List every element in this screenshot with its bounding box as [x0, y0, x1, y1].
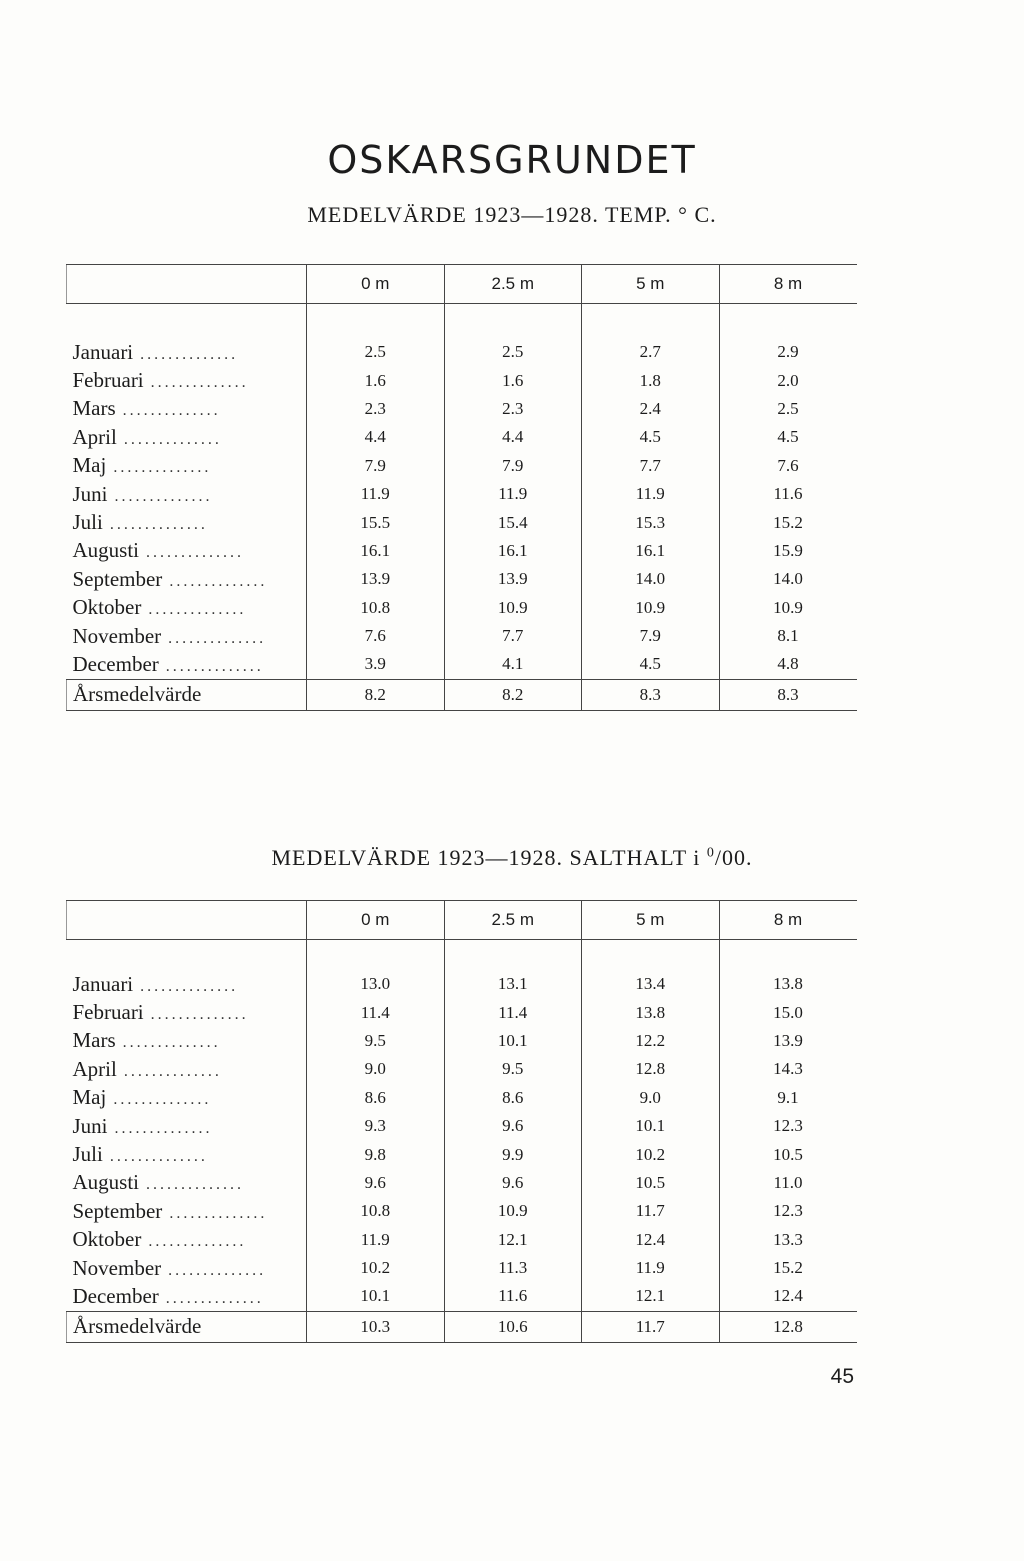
value-cell: 2.7 — [582, 338, 720, 366]
row-label — [67, 1055, 307, 1083]
row-label-text: Juli — [72, 510, 103, 535]
column-header-8m: 8 m — [719, 265, 857, 304]
value-cell: 10.9 — [444, 1197, 582, 1225]
value-cell: 9.0 — [307, 1055, 445, 1083]
salinity-table — [66, 900, 857, 1343]
value-cell: 2.5 — [307, 338, 445, 366]
row-label — [67, 1226, 307, 1254]
value-cell: 13.9 — [307, 565, 445, 593]
value-cell: 7.6 — [719, 452, 857, 480]
value-cell: 4.4 — [444, 423, 582, 451]
value-cell: 11.0 — [719, 1169, 857, 1197]
value-cell: 16.1 — [582, 537, 720, 565]
table-row — [67, 1197, 857, 1225]
value-cell: 10.2 — [582, 1140, 720, 1168]
temperature-table — [66, 264, 857, 711]
value-cell: 9.1 — [719, 1084, 857, 1112]
row-label-text: Juli — [72, 1142, 103, 1167]
row-label-text: Februari — [72, 368, 144, 393]
salinity-unit-rest: /00. — [714, 845, 753, 870]
row-label — [67, 622, 307, 650]
row-label-text: Årsmedelvärde — [73, 1314, 202, 1339]
value-cell: 11.9 — [444, 480, 582, 508]
leader-dots: .............. — [141, 601, 247, 619]
table-spacer-row — [67, 304, 857, 339]
value-cell: 4.5 — [582, 650, 720, 679]
table-row — [67, 970, 857, 998]
table-row — [67, 395, 857, 423]
row-label — [67, 1169, 307, 1197]
row-label — [67, 508, 307, 536]
leader-dots: .............. — [106, 459, 212, 477]
row-label — [67, 395, 307, 423]
row-label — [67, 970, 307, 998]
value-cell: 15.3 — [582, 508, 720, 536]
row-label — [67, 423, 307, 451]
value-cell: 2.4 — [582, 395, 720, 423]
row-label — [67, 650, 307, 679]
value-cell: 8.3 — [719, 679, 857, 710]
value-cell: 4.4 — [307, 423, 445, 451]
row-label — [67, 480, 307, 508]
row-label — [67, 1140, 307, 1168]
annual-mean-row — [67, 679, 857, 710]
row-label-text: December — [72, 651, 159, 676]
value-cell: 10.1 — [444, 1027, 582, 1055]
value-cell: 8.3 — [582, 679, 720, 710]
table-row — [67, 537, 857, 565]
row-label — [67, 679, 307, 710]
value-cell: 15.9 — [719, 537, 857, 565]
row-label-text: Mars — [72, 1028, 116, 1053]
spacer-cell — [444, 304, 582, 339]
leader-dots: .............. — [161, 629, 267, 647]
table-row — [67, 366, 857, 394]
salinity-table-caption — [0, 845, 1024, 871]
table-row — [67, 452, 857, 480]
leader-dots: .............. — [102, 1148, 208, 1166]
value-cell: 11.6 — [719, 480, 857, 508]
salinity-table-body — [67, 940, 857, 1343]
spacer-cell — [719, 940, 857, 971]
value-cell: 10.5 — [719, 1140, 857, 1168]
column-header-5m: 5 m — [582, 265, 720, 304]
table-row — [67, 998, 857, 1026]
row-label-text: Maj — [72, 453, 107, 478]
value-cell: 11.4 — [307, 998, 445, 1026]
table-row — [67, 1169, 857, 1197]
value-cell: 10.5 — [582, 1169, 720, 1197]
value-cell: 11.7 — [582, 1197, 720, 1225]
value-cell: 9.6 — [444, 1112, 582, 1140]
spacer-cell — [582, 304, 720, 339]
value-cell: 8.6 — [444, 1084, 582, 1112]
value-cell: 11.4 — [444, 998, 582, 1026]
value-cell: 8.2 — [444, 679, 582, 710]
row-label — [67, 1027, 307, 1055]
value-cell: 9.3 — [307, 1112, 445, 1140]
value-cell: 13.1 — [444, 970, 582, 998]
value-cell: 16.1 — [307, 537, 445, 565]
table-row — [67, 650, 857, 679]
table-row — [67, 338, 857, 366]
value-cell: 14.0 — [719, 565, 857, 593]
value-cell: 4.5 — [719, 423, 857, 451]
value-cell: 13.3 — [719, 1226, 857, 1254]
value-cell: 15.5 — [307, 508, 445, 536]
table-row — [67, 423, 857, 451]
value-cell: 9.0 — [582, 1084, 720, 1112]
row-label — [67, 565, 307, 593]
temperature-table-body — [67, 304, 857, 711]
table-row — [67, 565, 857, 593]
value-cell: 13.9 — [719, 1027, 857, 1055]
value-cell: 2.0 — [719, 366, 857, 394]
leader-dots: .............. — [133, 977, 239, 995]
table-row — [67, 622, 857, 650]
leader-dots: .............. — [115, 402, 221, 420]
row-label-text: November — [72, 623, 162, 648]
spacer-cell — [307, 940, 445, 971]
row-label-text: Juni — [72, 481, 108, 506]
value-cell: 9.9 — [444, 1140, 582, 1168]
value-cell: 2.5 — [719, 395, 857, 423]
leader-dots: .............. — [161, 1261, 267, 1279]
column-header-2-5m: 2.5 m — [444, 265, 582, 304]
row-label — [67, 338, 307, 366]
table-row — [67, 1282, 857, 1311]
value-cell: 10.8 — [307, 594, 445, 622]
page-title: OSKARSGRUNDET — [327, 138, 697, 182]
salinity-caption-text: MEDELVÄRDE 1923—1928. SALTHALT i — [271, 845, 707, 870]
value-cell: 15.2 — [719, 1254, 857, 1282]
value-cell: 7.7 — [444, 622, 582, 650]
value-cell: 2.9 — [719, 338, 857, 366]
spacer-cell — [719, 304, 857, 339]
row-label-text: Maj — [72, 1085, 107, 1110]
value-cell: 10.2 — [307, 1254, 445, 1282]
row-label-text: Oktober — [72, 595, 142, 620]
leader-dots: .............. — [143, 374, 249, 392]
value-cell: 9.6 — [307, 1169, 445, 1197]
row-label — [67, 1084, 307, 1112]
row-label-text: November — [72, 1255, 162, 1280]
value-cell: 13.8 — [582, 998, 720, 1026]
table-row — [67, 594, 857, 622]
row-label-text: September — [72, 566, 163, 591]
header-label-cell — [67, 901, 307, 940]
column-header-2-5m: 2.5 m — [444, 901, 582, 940]
leader-dots: .............. — [158, 657, 264, 675]
value-cell: 11.3 — [444, 1254, 582, 1282]
value-cell: 2.3 — [307, 395, 445, 423]
value-cell: 9.8 — [307, 1140, 445, 1168]
value-cell: 7.6 — [307, 622, 445, 650]
value-cell: 14.0 — [582, 565, 720, 593]
value-cell: 12.4 — [719, 1282, 857, 1311]
leader-dots: .............. — [162, 572, 268, 590]
value-cell: 11.9 — [582, 1254, 720, 1282]
row-label — [67, 452, 307, 480]
temperature-table-header — [67, 265, 857, 304]
spacer-cell — [582, 940, 720, 971]
value-cell: 10.1 — [307, 1282, 445, 1311]
table-row — [67, 480, 857, 508]
value-cell: 10.3 — [307, 1311, 445, 1342]
value-cell: 7.9 — [582, 622, 720, 650]
row-label-text: Augusti — [72, 1170, 140, 1195]
value-cell: 11.6 — [444, 1282, 582, 1311]
value-cell: 1.6 — [307, 366, 445, 394]
value-cell: 10.6 — [444, 1311, 582, 1342]
value-cell: 12.4 — [582, 1226, 720, 1254]
annual-mean-row — [67, 1311, 857, 1342]
value-cell: 12.3 — [719, 1112, 857, 1140]
value-cell: 15.2 — [719, 508, 857, 536]
row-label — [67, 1254, 307, 1282]
row-label — [67, 594, 307, 622]
table-spacer-row — [67, 940, 857, 971]
value-cell: 7.9 — [307, 452, 445, 480]
header-label-cell — [67, 265, 307, 304]
value-cell: 10.9 — [444, 594, 582, 622]
column-header-0m: 0 m — [307, 901, 445, 940]
leader-dots: .............. — [116, 1062, 222, 1080]
value-cell: 12.1 — [444, 1226, 582, 1254]
value-cell: 1.8 — [582, 366, 720, 394]
value-cell: 15.0 — [719, 998, 857, 1026]
value-cell: 10.1 — [582, 1112, 720, 1140]
row-label-text: Mars — [72, 396, 116, 421]
leader-dots: .............. — [107, 487, 213, 505]
table-row — [67, 1084, 857, 1112]
value-cell: 12.3 — [719, 1197, 857, 1225]
value-cell: 12.8 — [582, 1055, 720, 1083]
leader-dots: .............. — [102, 516, 208, 534]
table-row — [67, 508, 857, 536]
row-label-text: Årsmedelvärde — [73, 682, 202, 707]
leader-dots: .............. — [115, 1034, 221, 1052]
value-cell: 2.3 — [444, 395, 582, 423]
page-number: 45 — [830, 1365, 854, 1388]
value-cell: 8.2 — [307, 679, 445, 710]
row-label — [67, 366, 307, 394]
value-cell: 12.8 — [719, 1311, 857, 1342]
value-cell: 1.6 — [444, 366, 582, 394]
value-cell: 10.9 — [719, 594, 857, 622]
row-label-text: Oktober — [72, 1227, 142, 1252]
value-cell: 13.9 — [444, 565, 582, 593]
leader-dots: .............. — [133, 345, 239, 363]
value-cell: 9.6 — [444, 1169, 582, 1197]
table-row — [67, 1112, 857, 1140]
row-label-text: Januari — [72, 339, 134, 364]
row-label — [67, 1282, 307, 1311]
leader-dots: .............. — [139, 544, 245, 562]
row-label — [67, 1311, 307, 1342]
row-label-text: Februari — [72, 1000, 144, 1025]
leader-dots: .............. — [162, 1204, 268, 1222]
leader-dots: .............. — [139, 1176, 245, 1194]
value-cell: 9.5 — [307, 1027, 445, 1055]
row-label-text: December — [72, 1283, 159, 1308]
row-label-text: Januari — [72, 971, 134, 996]
value-cell: 13.4 — [582, 970, 720, 998]
value-cell: 8.6 — [307, 1084, 445, 1112]
value-cell: 16.1 — [444, 537, 582, 565]
row-label-text: September — [72, 1198, 163, 1223]
row-label — [67, 998, 307, 1026]
salinity-unit-sup: 0 — [706, 845, 715, 861]
value-cell: 3.9 — [307, 650, 445, 679]
row-label — [67, 537, 307, 565]
table-row — [67, 1140, 857, 1168]
value-cell: 13.0 — [307, 970, 445, 998]
value-cell: 12.2 — [582, 1027, 720, 1055]
value-cell: 12.1 — [582, 1282, 720, 1311]
leader-dots: .............. — [143, 1006, 249, 1024]
value-cell: 4.1 — [444, 650, 582, 679]
row-label — [67, 1112, 307, 1140]
leader-dots: .............. — [116, 430, 222, 448]
leader-dots: .............. — [141, 1233, 247, 1251]
column-header-0m: 0 m — [307, 265, 445, 304]
column-header-5m: 5 m — [582, 901, 720, 940]
value-cell: 7.9 — [444, 452, 582, 480]
table-row — [67, 1226, 857, 1254]
table-row — [67, 1027, 857, 1055]
table-row — [67, 1055, 857, 1083]
value-cell: 9.5 — [444, 1055, 582, 1083]
spacer-cell — [307, 304, 445, 339]
value-cell: 14.3 — [719, 1055, 857, 1083]
column-header-8m: 8 m — [719, 901, 857, 940]
temperature-table-caption: MEDELVÄRDE 1923—1928. TEMP. ° C. — [307, 202, 717, 227]
value-cell: 8.1 — [719, 622, 857, 650]
value-cell: 11.9 — [307, 480, 445, 508]
row-label-text: Augusti — [72, 538, 140, 563]
leader-dots: .............. — [107, 1119, 213, 1137]
spacer-cell — [67, 304, 307, 339]
table-row — [67, 1254, 857, 1282]
leader-dots: .............. — [158, 1289, 264, 1307]
value-cell: 13.8 — [719, 970, 857, 998]
value-cell: 11.9 — [582, 480, 720, 508]
value-cell: 4.5 — [582, 423, 720, 451]
value-cell: 11.7 — [582, 1311, 720, 1342]
salinity-table-header — [67, 901, 857, 940]
spacer-cell — [67, 940, 307, 971]
value-cell: 10.8 — [307, 1197, 445, 1225]
value-cell: 2.5 — [444, 338, 582, 366]
row-label-text: April — [72, 424, 117, 449]
value-cell: 11.9 — [307, 1226, 445, 1254]
value-cell: 10.9 — [582, 594, 720, 622]
row-label — [67, 1197, 307, 1225]
value-cell: 7.7 — [582, 452, 720, 480]
spacer-cell — [444, 940, 582, 971]
leader-dots: .............. — [106, 1091, 212, 1109]
value-cell: 15.4 — [444, 508, 582, 536]
value-cell: 4.8 — [719, 650, 857, 679]
row-label-text: Juni — [72, 1113, 108, 1138]
row-label-text: April — [72, 1056, 117, 1081]
